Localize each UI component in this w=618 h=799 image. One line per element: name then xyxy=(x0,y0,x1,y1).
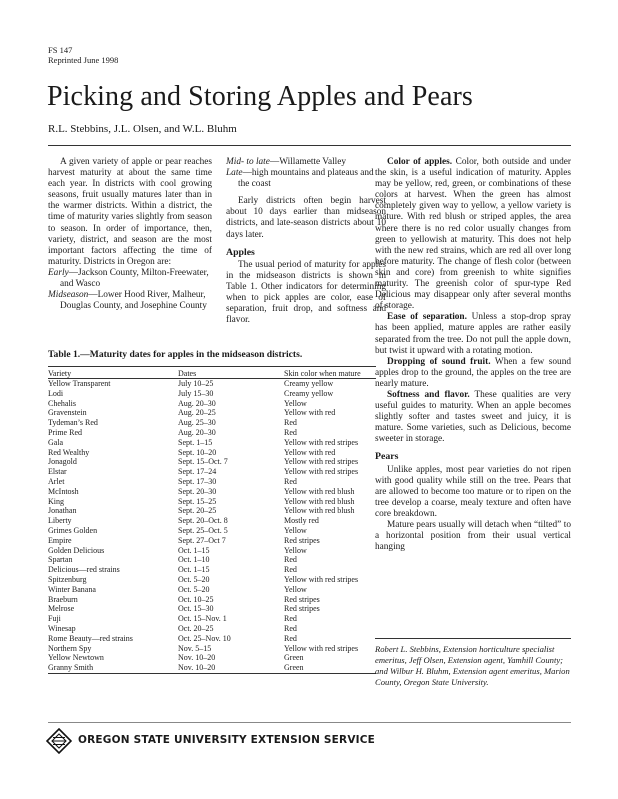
column-1 xyxy=(48,157,212,312)
cell-dates: Sept. 1–15 xyxy=(178,437,213,447)
separation-heading: Ease of separation. xyxy=(387,312,467,323)
column-header-variety: Variety xyxy=(48,368,72,378)
apples-paragraph: The usual period of maturity for apples in the midseason districts is shown in Table 1. Other indicators for determining when to pick apples are color, ease of separation, fruit drop, and softness and flavor. xyxy=(226,259,386,326)
table-row xyxy=(48,487,376,497)
cell-variety: Winesap xyxy=(48,623,76,633)
table-row xyxy=(48,644,376,654)
cell-variety: Elstar xyxy=(48,467,67,477)
district-late xyxy=(226,168,386,190)
cell-variety: Jonagold xyxy=(48,457,77,467)
cell-skin-color: Red stripes xyxy=(284,594,320,604)
cell-dates: Nov. 10–20 xyxy=(178,653,216,663)
color-paragraph xyxy=(375,157,571,312)
table-row xyxy=(48,399,376,409)
table-row xyxy=(48,663,376,673)
district-midseason xyxy=(48,290,212,312)
cell-dates: Oct. 1–15 xyxy=(178,545,210,555)
cell-variety: Gala xyxy=(48,437,64,447)
pears-paragraph-2: Mature pears usually will detach when “tilted” to a horizontal position from their usual vertical hanging xyxy=(375,520,571,553)
cell-variety: Jonathan xyxy=(48,506,77,516)
maturity-table xyxy=(48,366,376,674)
cell-variety: King xyxy=(48,496,64,506)
author-credit: Robert L. Stebbins, Extension horticulture specialist emeritus, Jeff Olsen, Extension agent, Yamhill County; and Wilbur H. Bluhm, Extension agent emeritus, Marion County, Oregon State University. xyxy=(375,644,570,687)
cell-skin-color: Yellow xyxy=(284,545,307,555)
cell-dates: Oct. 10–25 xyxy=(178,594,214,604)
cell-skin-color: Yellow with red blush xyxy=(284,496,355,506)
cell-skin-color: Red xyxy=(284,565,297,575)
cell-variety: Rome Beauty—red strains xyxy=(48,633,133,643)
cell-dates: Nov. 10–20 xyxy=(178,663,216,673)
table-row xyxy=(48,565,376,575)
cell-dates: Oct. 15–30 xyxy=(178,604,214,614)
district-label: Early xyxy=(48,267,69,278)
cell-skin-color: Mostly red xyxy=(284,516,319,526)
cell-dates: July 15–30 xyxy=(178,388,214,398)
footer-rule xyxy=(48,722,571,723)
table-row xyxy=(48,526,376,536)
cell-dates: Aug. 20–25 xyxy=(178,408,216,418)
cell-skin-color: Red xyxy=(284,633,297,643)
cell-dates: Sept. 10–20 xyxy=(178,447,217,457)
pears-heading: Pears xyxy=(375,451,399,463)
cell-variety: Northern Spy xyxy=(48,643,92,653)
table-row xyxy=(48,536,376,546)
cell-dates: Oct. 5–20 xyxy=(178,574,210,584)
cell-variety: Yellow Newtown xyxy=(48,653,104,663)
cell-variety: Chehalis xyxy=(48,398,76,408)
cell-dates: Oct. 1–10 xyxy=(178,555,210,565)
cell-skin-color: Red stripes xyxy=(284,535,320,545)
table-row xyxy=(48,624,376,634)
cell-skin-color: Yellow with red xyxy=(284,447,336,457)
authors: R.L. Stebbins, J.L. Olsen, and W.L. Bluhm xyxy=(48,123,237,135)
table-row xyxy=(48,379,376,389)
header-rule xyxy=(48,145,571,146)
cell-variety: Gravenstein xyxy=(48,408,87,418)
cell-variety: Arlet xyxy=(48,476,65,486)
cell-skin-color: Red xyxy=(284,623,297,633)
cell-variety: Melrose xyxy=(48,604,75,614)
cell-variety: Lodi xyxy=(48,388,64,398)
credit-rule xyxy=(375,638,571,639)
cell-variety: Spitzenburg xyxy=(48,574,87,584)
cell-skin-color: Green xyxy=(284,653,304,663)
cell-skin-color: Green xyxy=(284,663,304,673)
district-text: —Jackson County, Milton-Freewater, and Wasco xyxy=(60,267,209,290)
cell-dates: Sept. 17–24 xyxy=(178,467,217,477)
cell-skin-color: Red stripes xyxy=(284,604,320,614)
cell-variety: Fuji xyxy=(48,614,61,624)
cell-skin-color: Yellow with red stripes xyxy=(284,574,359,584)
table-row xyxy=(48,467,376,477)
cell-dates: Aug. 20–30 xyxy=(178,398,216,408)
cell-dates: Aug. 25–30 xyxy=(178,418,216,428)
cell-variety: Grimes Golden xyxy=(48,525,98,535)
column-3 xyxy=(375,157,571,553)
cell-variety: Prime Red xyxy=(48,427,82,437)
cell-variety: Yellow Transparent xyxy=(48,379,111,388)
apples-heading: Apples xyxy=(226,246,255,258)
table-header-row xyxy=(48,367,376,379)
cell-dates: Sept. 15–Oct. 7 xyxy=(178,457,228,467)
cell-skin-color: Yellow with red blush xyxy=(284,506,355,516)
cell-dates: Sept. 27–Oct 7 xyxy=(178,535,226,545)
table-row xyxy=(48,428,376,438)
cell-variety: Red Wealthy xyxy=(48,447,90,457)
cell-variety: Granny Smith xyxy=(48,663,94,673)
table-row xyxy=(48,555,376,565)
cell-skin-color: Red xyxy=(284,555,297,565)
table-row xyxy=(48,408,376,418)
cell-variety: McIntosh xyxy=(48,486,79,496)
cell-dates: Aug. 20–30 xyxy=(178,427,216,437)
column-header-dates: Dates xyxy=(178,368,197,378)
page-title: Picking and Storing Apples and Pears xyxy=(47,81,473,112)
table-row xyxy=(48,585,376,595)
cell-skin-color: Red xyxy=(284,476,297,486)
district-text: —Lower Hood River, Malheur, Douglas County, and Josephine County xyxy=(60,290,207,312)
table-row xyxy=(48,604,376,614)
softness-heading: Softness and flavor. xyxy=(387,389,470,400)
table-row xyxy=(48,516,376,526)
cell-dates: Sept. 20–Oct. 8 xyxy=(178,516,228,526)
district-label: Midseason xyxy=(48,290,89,301)
cell-skin-color: Yellow with red xyxy=(284,408,336,418)
cell-skin-color: Yellow xyxy=(284,584,307,594)
cell-skin-color: Red xyxy=(284,614,297,624)
cell-variety: Liberty xyxy=(48,516,72,526)
cell-skin-color: Creamy yellow xyxy=(284,388,334,398)
cell-dates: July 10–25 xyxy=(178,379,214,388)
table-row xyxy=(48,653,376,663)
cell-dates: Sept. 15–25 xyxy=(178,496,217,506)
district-early xyxy=(48,268,212,290)
table-body xyxy=(48,379,376,674)
early-districts-note: Early districts often begin harvest about 10 days earlier than midseason districts, and late-season districts about 10 days later. xyxy=(226,196,386,240)
cell-variety: Delicious—red strains xyxy=(48,565,120,575)
color-text: Color, both outside and under the skin, is a useful indication of maturity. Apples may be yellow, red, green, or combinations of these colors at harvest. When the green has almost completely given way to yellow, a yellow variety is mature. With red blush or striped apples, the area where there is no red color usually changes from green to yellowish at maturity. This does not help with the new red strains, which are red all over long before maturity. The change of flesh color (between skin and core) from greenish to white signifies maturity. The greenish color of spur-type Red Delicious may disappear only after several months of storage. xyxy=(375,157,571,312)
cell-variety: Tydeman’s Red xyxy=(48,418,98,428)
cell-dates: Sept. 17–30 xyxy=(178,476,217,486)
table-row xyxy=(48,546,376,556)
cell-variety: Winter Banana xyxy=(48,584,96,594)
cell-skin-color: Red xyxy=(284,427,297,437)
district-text: —Willamette Valley xyxy=(269,157,347,167)
cell-dates: Nov. 5–15 xyxy=(178,643,212,653)
cell-skin-color: Yellow with red stripes xyxy=(284,457,359,467)
column-2 xyxy=(226,157,386,326)
table-row xyxy=(48,418,376,428)
cell-variety: Spartan xyxy=(48,555,73,565)
district-text: —high mountains and plateaus and the coast xyxy=(238,168,374,190)
district-label: Mid- to late xyxy=(226,157,270,167)
cell-dates: Oct. 25–Nov. 10 xyxy=(178,633,231,643)
district-mid-to-late xyxy=(226,157,386,168)
reprint-date: Reprinted June 1998 xyxy=(48,55,119,65)
cell-skin-color: Yellow with red blush xyxy=(284,486,355,496)
cell-dates: Sept. 20–30 xyxy=(178,486,217,496)
separation-paragraph xyxy=(375,312,571,356)
cell-skin-color: Yellow with red stripes xyxy=(284,437,359,447)
table-caption: Table 1.—Maturity dates for apples in the midseason districts. xyxy=(48,349,303,360)
table-row xyxy=(48,506,376,516)
cell-variety: Golden Delicious xyxy=(48,545,105,555)
cell-skin-color: Yellow xyxy=(284,398,307,408)
table-row xyxy=(48,595,376,605)
color-heading: Color of apples. xyxy=(387,157,453,167)
pears-paragraph-1: Unlike apples, most pear varieties do not ripen with good quality while still on the tree. Pears that are allowed to become too mature or to ripen on the tree develop a coarse, mealy texture and often have core breakdown. xyxy=(375,464,571,519)
table-row xyxy=(48,497,376,507)
softness-text: These qualities are very useful guides to maturity. When an apple becomes slightly softer and tastes sweet and juicy, it is mature. Some varieties, such as Delicious, become sweeter in storage. xyxy=(375,389,571,445)
district-label: Late xyxy=(226,168,243,179)
intro-paragraph: A given variety of apple or pear reaches harvest maturity at about the same time each year. In districts with cool growing seasons, fruit usually matures later than in the warmer districts. Within a district, the time of maturity varies slightly from season to season. In order of importance, then, variety, district, and season are the most important factors affecting the time of maturity. Districts in Oregon are: xyxy=(48,157,212,267)
cell-skin-color: Red xyxy=(284,418,297,428)
cell-skin-color: Creamy yellow xyxy=(284,379,334,388)
footer-organization: OREGON STATE UNIVERSITY EXTENSION SERVICE xyxy=(78,734,376,746)
softness-paragraph xyxy=(375,390,571,445)
table-row xyxy=(48,477,376,487)
cell-skin-color: Yellow xyxy=(284,525,307,535)
table-row xyxy=(48,634,376,644)
table-row xyxy=(48,614,376,624)
drop-text: When a few sound apples drop to the ground, the apples on the tree are nearly mature. xyxy=(375,356,571,389)
table-row xyxy=(48,575,376,585)
table-row xyxy=(48,457,376,467)
cell-dates: Oct. 5–20 xyxy=(178,584,210,594)
drop-heading: Dropping of sound fruit. xyxy=(387,356,491,367)
separation-text: Unless a stop-drop spray has been applied, mature apples are rather easily separated from the tree. Do not pull the apple down, but twist it upward with a rotating motion. xyxy=(375,312,571,356)
cell-dates: Oct. 15–Nov. 1 xyxy=(178,614,227,624)
cell-dates: Oct. 1–15 xyxy=(178,565,210,575)
cell-skin-color: Yellow with red stripes xyxy=(284,467,359,477)
cell-variety: Braeburn xyxy=(48,594,78,604)
column-header-skin-color: Skin color when mature xyxy=(284,368,361,378)
table-row xyxy=(48,438,376,448)
cell-dates: Sept. 20–25 xyxy=(178,506,217,516)
drop-paragraph xyxy=(375,357,571,390)
table-row xyxy=(48,448,376,458)
publication-code: FS 147 xyxy=(48,45,73,55)
table-row xyxy=(48,389,376,399)
osu-extension-logo-icon xyxy=(46,728,72,754)
cell-dates: Oct. 20–25 xyxy=(178,623,214,633)
cell-dates: Sept. 25–Oct. 5 xyxy=(178,525,228,535)
cell-skin-color: Yellow with red stripes xyxy=(284,643,359,653)
cell-variety: Empire xyxy=(48,535,72,545)
